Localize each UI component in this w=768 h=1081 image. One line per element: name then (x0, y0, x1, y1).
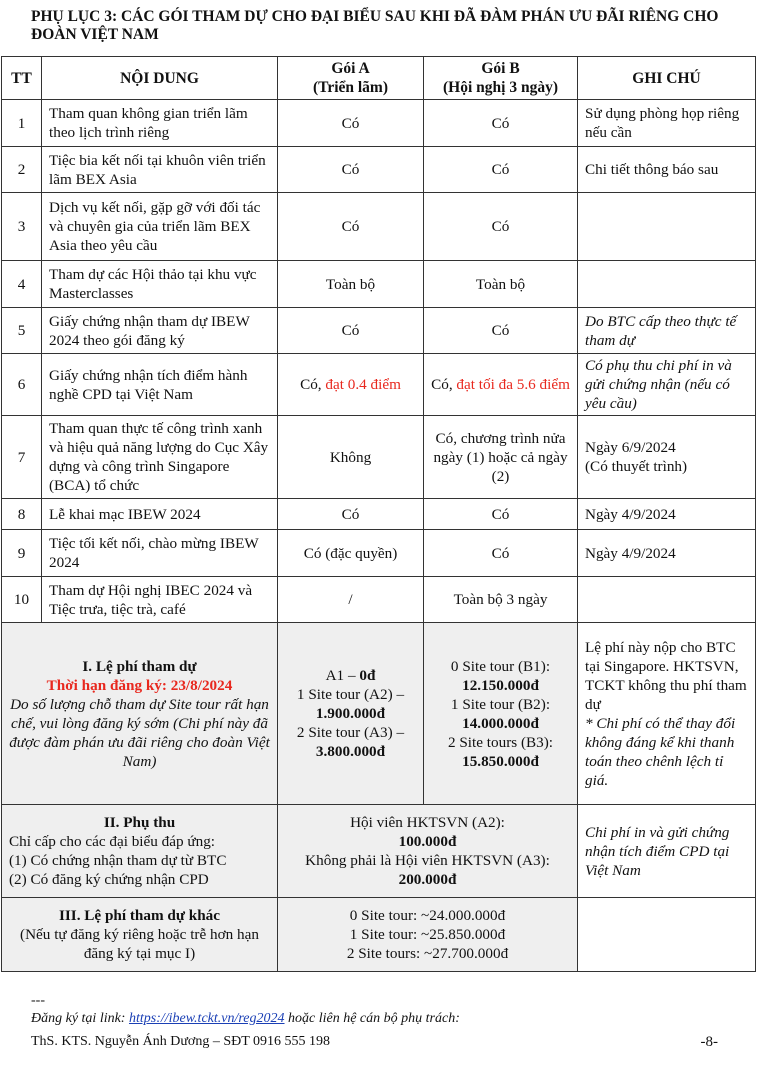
col-tt: TT (2, 57, 42, 100)
col-package-b: Gói B (Hội nghị 3 ngày) (424, 57, 578, 100)
cpd-points-b: đạt tối đa 5.6 điểm (456, 376, 570, 393)
table-row: 1 Tham quan không gian triển lãm theo lịch trình riêng Có Có Sử dụng phòng họp riêng nếu cần (2, 100, 756, 147)
table-row: 7 Tham quan thực tế công trình xanh và hiệu quả năng lượng do Cục Xây dựng và công trình Singapore (BCA) tổ chức Không Có, chương trình nửa ngày (1) hoặc cả ngày (2) Ngày 6/9/2024 (Có thuyết trình) (2, 416, 756, 499)
fee-package-b: 0 Site tour (B1): 12.150.000đ 1 Site tour (B2): 14.000.000đ 2 Site tours (B3): 15.850.000đ (424, 623, 578, 805)
cpd-points-a: đạt 0.4 điểm (325, 376, 401, 393)
surcharge-remark: Chi phí in và gửi chứng nhận tích điểm CPD tại Việt Nam (578, 805, 756, 898)
col-note: GHI CHÚ (578, 57, 756, 100)
surcharge-values: Hội viên HKTSVN (A2): 100.000đ Không phải là Hội viên HKTSVN (A3): 200.000đ (278, 805, 578, 898)
other-fee-title: III. Lệ phí tham dự khác (58, 907, 221, 924)
col-package-a: Gói A (Triển lãm) (278, 57, 424, 100)
fee-deadline: Thời hạn đăng ký: 23/8/2024 (46, 676, 233, 694)
col-content: NỘI DUNG (42, 57, 278, 100)
table-row: 3 Dịch vụ kết nối, gặp gỡ với đối tác và chuyên gia của triển lãm BEX Asia theo yêu cầu Có Có (2, 193, 756, 261)
table-row: 9 Tiệc tối kết nối, chào mừng IBEW 2024 Có (đặc quyền) Có Ngày 4/9/2024 (2, 530, 756, 577)
table-row: 6 Giấy chứng nhận tích điểm hành nghề CPD tại Việt Nam Có, đạt 0.4 điểm Có, đạt tối đa 5.6 điểm Có phụ thu chi phí in và gửi chứng nhận (nếu có yêu cầu) (2, 354, 756, 416)
table-row: 5 Giấy chứng nhận tham dự IBEW 2024 theo gói đăng ký Có Có Do BTC cấp theo thực tế tham dự (2, 308, 756, 354)
footer-contact: ThS. KTS. Nguyễn Ánh Dương – SĐT 0916 555 198 (31, 1034, 331, 1049)
package-table (1, 56, 756, 972)
footer-dashes: --- (31, 993, 45, 1008)
other-fee-description: III. Lệ phí tham dự khác (Nếu tự đăng ký riêng hoặc trễ hơn hạn đăng ký tại mục I) (2, 898, 278, 972)
surcharge-row (2, 805, 756, 898)
register-link[interactable]: https://ibew.tckt.vn/reg2024 (128, 1011, 285, 1026)
surcharge-title: II. Phụ thu (103, 814, 176, 831)
table-row: 2 Tiệc bia kết nối tại khuôn viên triển lãm BEX Asia Có Có Chi tiết thông báo sau (2, 147, 756, 193)
fee-row (2, 623, 756, 805)
fee-note: Do số lượng chỗ tham dự Site tour rất hạn chế, vui lòng đăng ký sớm (Chi phí này đã được đàm phán ưu đãi riêng cho đoàn Việt Nam) (9, 695, 270, 770)
footer-register: Đăng ký tại link: https://ibew.tckt.vn/reg2024 hoặc liên hệ cán bộ phụ trách: (31, 1011, 460, 1026)
appendix-heading: PHỤ LỤC 3: CÁC GÓI THAM DỰ CHO ĐẠI BIỂU SAU KHI ĐÃ ĐÀM PHÁN ƯU ĐÃI RIÊNG CHO ĐOÀN VIỆT NAM (31, 8, 719, 43)
surcharge-description: II. Phụ thu Chỉ cấp cho các đại biểu đáp ứng: (1) Có chứng nhận tham dự từ BTC (2) Có đăng ký chứng nhận CPD (2, 805, 278, 898)
table-row: 10 Tham dự Hội nghị IBEC 2024 và Tiệc trưa, tiệc trà, café / Toàn bộ 3 ngày (2, 577, 756, 623)
fee-title: I. Lệ phí tham dự (82, 657, 197, 675)
fee-package-a: A1 – 0đ 1 Site tour (A2) – 1.900.000đ 2 Site tour (A3) – 3.800.000đ (278, 623, 424, 805)
other-fee-values: 0 Site tour: ~24.000.000đ 1 Site tour: ~25.850.000đ 2 Site tours: ~27.700.000đ (278, 898, 578, 972)
other-fee-row (2, 898, 756, 972)
fee-description (2, 623, 278, 805)
table-row: 8 Lễ khai mạc IBEW 2024 Có Có Ngày 4/9/2024 (2, 499, 756, 530)
page-number: -8- (700, 1034, 718, 1050)
header-row (2, 57, 756, 100)
fee-remark: Lệ phí này nộp cho BTC tại Singapore. HKTSVN, TCKT không thu phí tham dự * Chi phí có thể thay đổi không đáng kể khi thanh toán theo chênh lệch tỉ giá. (578, 623, 756, 805)
table-row: 4 Tham dự các Hội thảo tại khu vực Masterclasses Toàn bộ Toàn bộ (2, 261, 756, 308)
